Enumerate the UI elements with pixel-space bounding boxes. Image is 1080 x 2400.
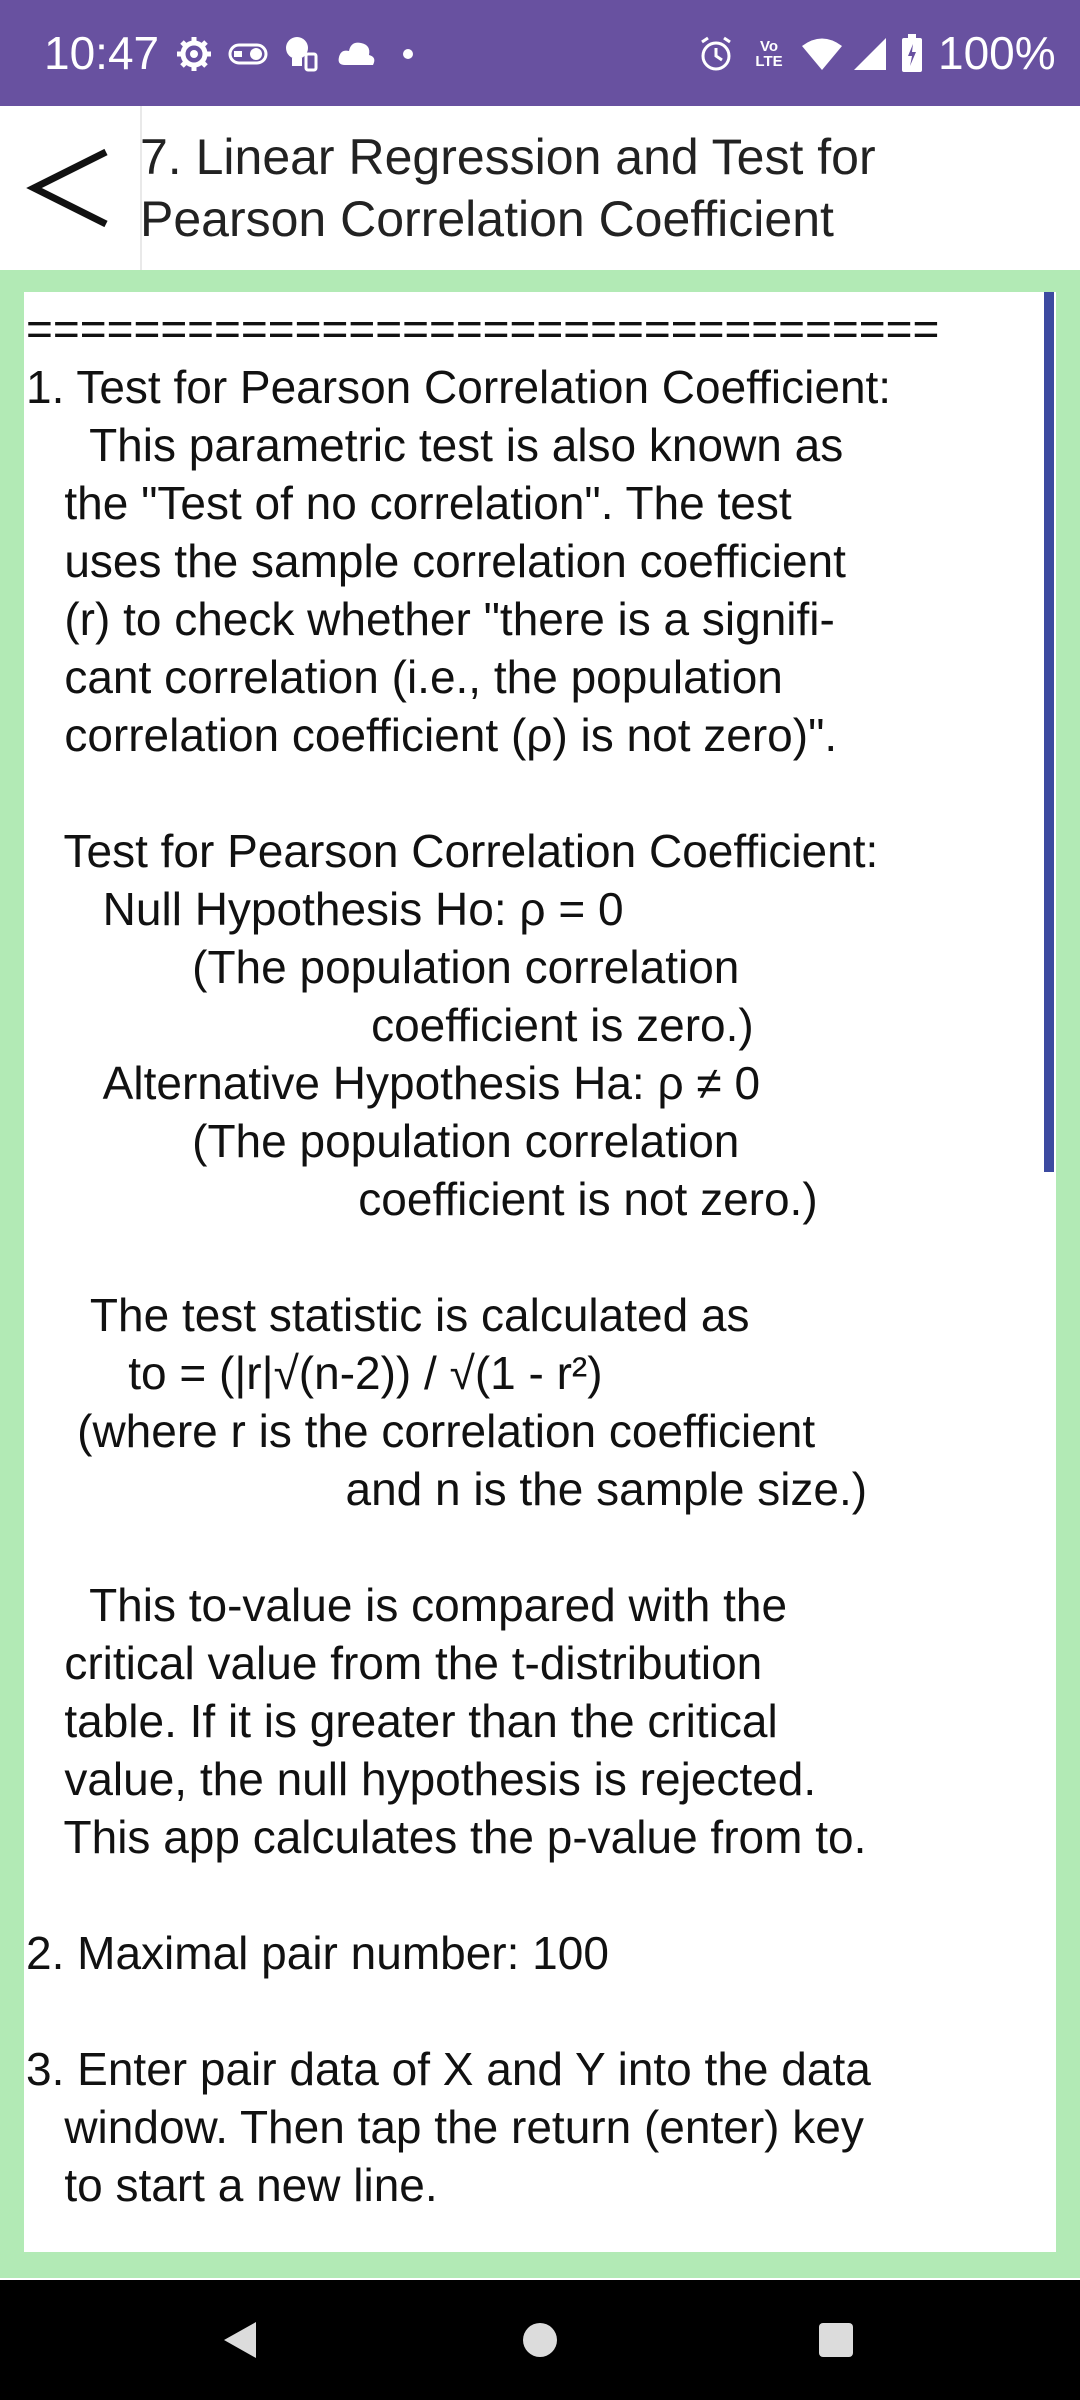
alarm-icon [696, 34, 736, 74]
wifi-icon [800, 34, 844, 74]
chevron-left-icon [22, 140, 118, 236]
help-text-area[interactable] [24, 292, 1056, 2252]
status-bar [0, 0, 1080, 106]
nav-home-button[interactable] [480, 2280, 600, 2400]
content-frame [0, 270, 1080, 2278]
volte-icon: Vo LTE [755, 38, 783, 70]
battery-icon [898, 34, 926, 74]
recents-square-icon [816, 2320, 856, 2360]
bulb-icon [280, 34, 322, 74]
toggle-icon [228, 34, 268, 74]
help-text: ================================== 1. Test for Pearson Correlation Coefficient: This parametric test is also known as the "Test of no correlation". The test uses the sample correlation coefficient (r) to check whether "there is a signifi- cant correlation (i.e., the population correlation coefficient (ρ) is not zero)". Test for Pearson Correlation Coefficient: Null Hypothesis Ho: ρ = 0 (The population correlation coefficient is zero.) Alternative Hypothesis Ha: ρ ≠ 0 (The population correlation coefficient is not zero.) The test statistic is calculated as to = (|r|√(n-2)) / √(1 - r²) (where r is the correlation coefficient and n is the sample size.) This to-value is compared with the critical value from the t-distribution table. If it is greater than the critical value, the null hypothesis is rejected. This app calculates the p-value from to. 2. Maximal pair number: 100 3. Enter pair data of X and Y into the data window. Then tap the return (enter) key to start a new line. [26, 303, 940, 2211]
nav-recents-button[interactable] [776, 2280, 896, 2400]
page-title: 7. Linear Regression and Test for Pearson Correlation Coefficient [140, 129, 876, 247]
app-header [0, 106, 1080, 270]
navigation-bar [0, 2280, 1080, 2400]
status-time: 10:47 [44, 27, 160, 79]
signal-icon [850, 34, 890, 74]
nav-back-button[interactable] [180, 2280, 300, 2400]
home-circle-icon [520, 2320, 560, 2360]
back-triangle-icon [220, 2318, 260, 2362]
gear-icon [174, 34, 214, 74]
battery-percent: 100% [938, 27, 1056, 79]
back-button[interactable] [0, 106, 140, 270]
scrollbar[interactable] [1044, 292, 1054, 1172]
dot-icon [398, 34, 418, 74]
cloud-icon [336, 34, 378, 74]
